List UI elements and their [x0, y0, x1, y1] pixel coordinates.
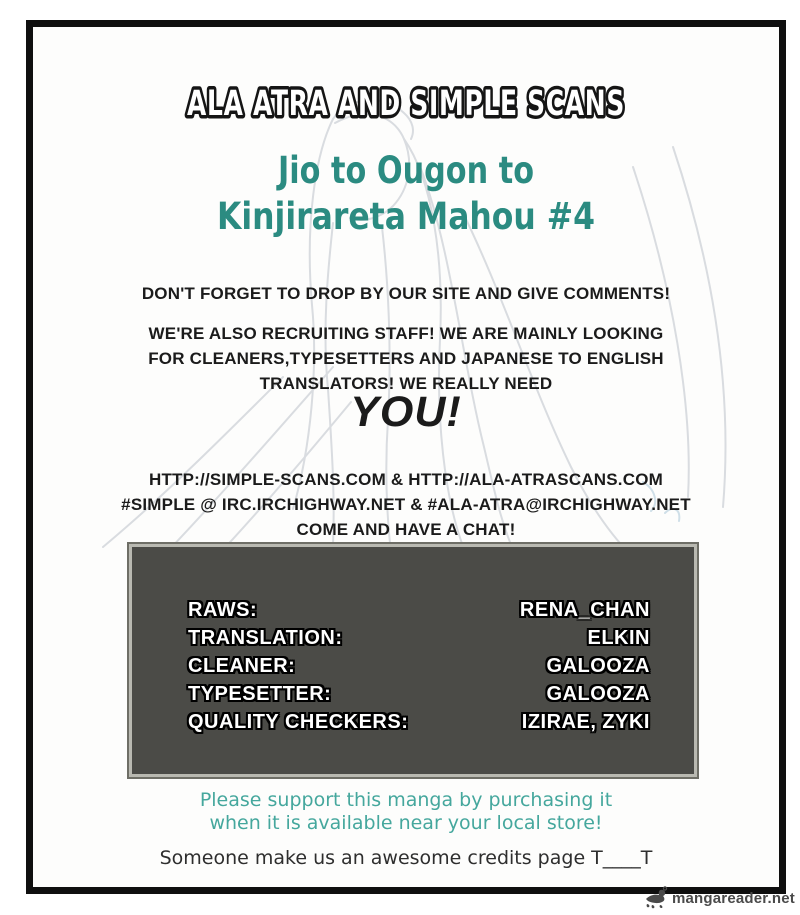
- chat-invite-line: COME AND HAVE A CHAT!: [296, 520, 516, 539]
- credits-page-note: Someone make us an awesome credits page T____T: [159, 847, 653, 869]
- contact-links: [33, 467, 779, 542]
- recruiting-paragraph: [33, 321, 779, 396]
- site-watermark: [643, 886, 795, 910]
- recruiting-line-1: WE'RE ALSO RECRUITING STAFF! WE ARE MAINLY LOOKING: [148, 324, 664, 343]
- comments-line: DON'T FORGET TO DROP BY OUR SITE AND GIVE COMMENTS!: [141, 284, 671, 303]
- watermark-site-name: mangareader.net: [671, 889, 795, 907]
- website-urls-line: HTTP://SIMPLE-SCANS.COM & HTTP://ALA-ATRASCANS.COM: [149, 470, 663, 489]
- credit-row-cleaner: [188, 652, 650, 680]
- credit-label: TYPESETTER:: [188, 683, 332, 705]
- you-emphasis-text: YOU!: [350, 388, 462, 436]
- credits-box: [129, 544, 697, 777]
- credit-name: ELKIN: [587, 627, 650, 649]
- support-message: [33, 789, 779, 835]
- support-line-2: when it is available near your local store!: [209, 812, 603, 834]
- credit-row-translation: [188, 624, 650, 652]
- credit-row-quality-checkers: [188, 708, 650, 736]
- series-title-line1: Jio to Ougon to: [275, 149, 534, 192]
- credit-label: RAWS:: [188, 599, 258, 621]
- page-content: [33, 27, 779, 887]
- credit-name: RENA_CHAN: [519, 599, 650, 621]
- manga-page[interactable]: [26, 20, 786, 894]
- credit-name: GALOOZA: [546, 655, 650, 677]
- series-title-line2: Kinjirareta Mahou #4: [217, 195, 595, 238]
- credit-name: IZIRAE, ZYKI: [521, 711, 650, 733]
- credit-row-raws: [188, 596, 650, 624]
- scan-group-title: [33, 67, 779, 133]
- credit-label: QUALITY CHECKERS:: [188, 711, 409, 733]
- credit-name: GALOOZA: [546, 683, 650, 705]
- recruiting-line-3: TRANSLATORS! WE REALLY NEED: [259, 374, 553, 393]
- irc-channels-line: #SIMPLE @ IRC.IRCHIGHWAY.NET & #ALA-ATRA@IRCHIGHWAY.NET: [121, 495, 691, 514]
- series-title: [33, 139, 779, 251]
- support-line-1: Please support this manga by purchasing it: [199, 789, 613, 811]
- credit-row-typesetter: [188, 680, 650, 708]
- credit-label: TRANSLATION:: [188, 627, 343, 649]
- recruiting-line-2: FOR CLEANERS,TYPESETTERS AND JAPANESE TO ENGLISH: [148, 349, 664, 368]
- mangareader-mascot-icon: [643, 886, 669, 910]
- scan-group-title-text: ALA ATRA AND SIMPLE SCANS: [187, 84, 625, 124]
- credit-label: CLEANER:: [188, 655, 296, 677]
